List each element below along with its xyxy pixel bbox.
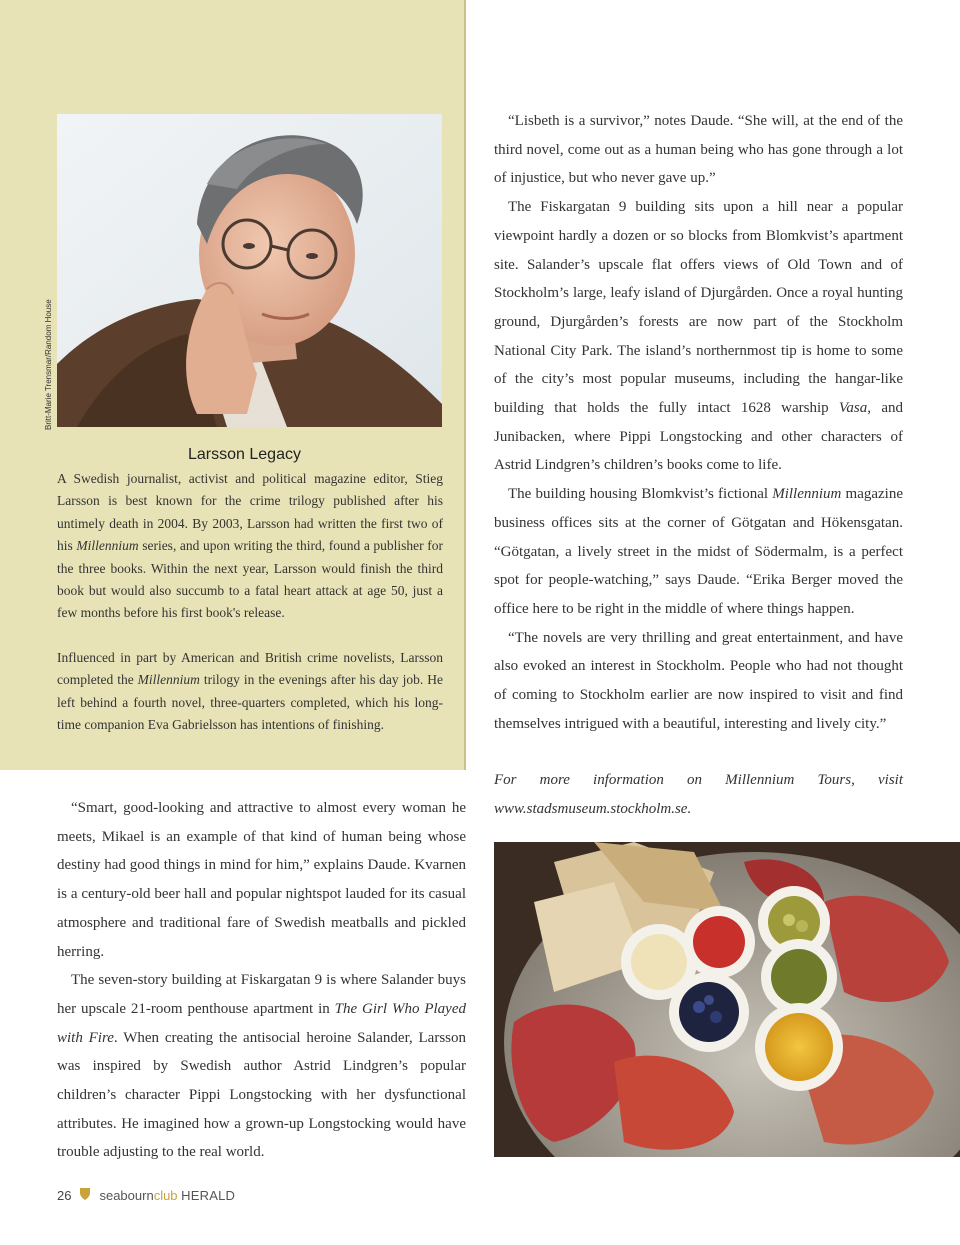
- author-portrait-photo: [57, 114, 442, 427]
- body-paragraph: The building housing Blomkvist’s fictional Millennium magazine business offices sits at the corner of Götgatan and Hökensgatan. “Götgatan, a lively street in the midst of Södermalm, is a perfect spot for people-watching,” says Daude. “Erika Berger moved the office here to be right in the middle of where things happen.: [494, 486, 903, 617]
- body-paragraph: “The novels are very thrilling and great entertainment, and have also evoked an interest in Stockholm. People who had not thought of coming to Stockholm earlier are now inspired to visit and find themselves intrigued with a beautiful, interesting and lively city.”: [494, 629, 903, 732]
- body-paragraph: The Fiskargatan 9 building sits upon a hill near a popular viewpoint hardly a dozen or so blocks from Blomkvist’s apartment site. Salander’s upscale flat offers views of Old Town and of Stockholm’s large, leafy island of Djurgården. Once a royal hunting ground, Djurgården’s forests are now part of the Stockholm National City Park. The island’s northernmost tip is home to some of the city’s most popular museums, including the hangar-like building that holds the fully intact 1628 warship Vasa, and Junibacken, where Pippi Longstocking and other characters of Astrid Lindgren’s children’s books come to life.: [494, 199, 903, 474]
- sidebar-title: Larsson Legacy: [188, 446, 301, 463]
- page-footer: [57, 1187, 235, 1204]
- photo-credit: [44, 416, 184, 430]
- sidebar-paragraph: A Swedish journalist, activist and political magazine editor, Stieg Larsson is best known for the crime trilogy published after his untimely death in 2004. By 2003, Larsson had written the first two of his Millennium series, and upon writing the third, found a publisher for the three books. Within the next year, Larsson would finish the third book but would also succumb to a fatal heart attack at age 50, just a few months before his first book's release.: [57, 471, 443, 621]
- sidebar-divider: [464, 0, 466, 770]
- food-platter-photo: [494, 842, 960, 1157]
- page-number: 26: [57, 1188, 72, 1203]
- magazine-brand: seabournclub HERALD: [99, 1188, 236, 1203]
- body-paragraph: “Lisbeth is a survivor,” notes Daude. “She will, at the end of the third novel, come out as a human being who has gone through a lot of injustice, but who never gave up.”: [494, 113, 903, 187]
- left-column-text: [57, 794, 466, 1167]
- sidebar-body: [57, 468, 443, 758]
- body-paragraph: “Smart, good-looking and attractive to almost every woman he meets, Mikael is an example of that kind of human being whose destiny had good things in mind for him,” explains Daude. Kvarnen is a century-old beer hall and popular nightspot lauded for its casual atmosphere and traditional fare of Swedish meatballs and pickled herring.: [57, 800, 466, 960]
- more-info-note: For more information on Millennium Tours, visit www.stadsmuseum.stockholm.se.: [494, 772, 903, 817]
- body-paragraph: The seven-story building at Fiskargatan 9 is where Salander buys her upscale 21-room penthouse apartment in The Girl Who Played with Fire. When creating the antisocial heroine Salander, Larsson was inspired by Swedish author Astrid Lindgren’s popular children’s character Pippi Longstocking with her dysfunctional attributes. He imagined how a grown-up Longstocking would have trouble adjusting to the real world.: [57, 972, 467, 1161]
- right-column-text: [494, 107, 903, 738]
- sidebar-paragraph: Influenced in part by American and British crime novelists, Larsson completed the Millennium trilogy in the evenings after his day job. He left behind a fourth novel, three-quarters completed, which his long-time companion Eva Gabrielsson has intentions of finishing.: [57, 649, 443, 733]
- shield-logo-icon: [79, 1187, 91, 1204]
